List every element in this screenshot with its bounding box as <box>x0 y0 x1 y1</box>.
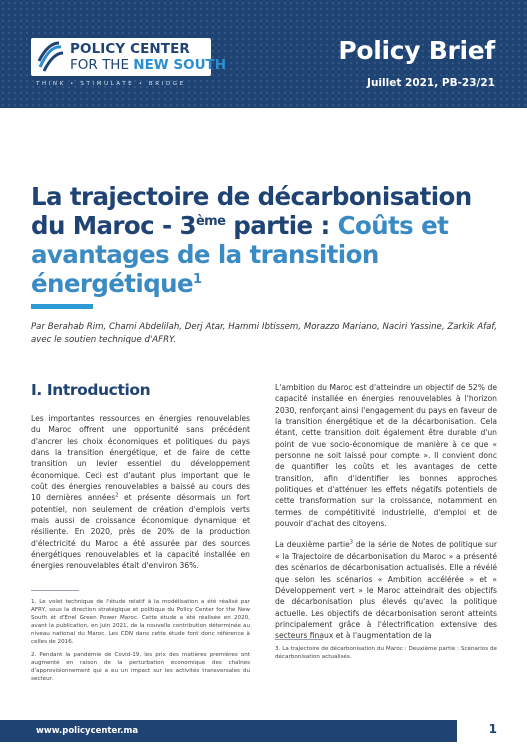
footnotes-right <box>275 645 497 665</box>
footer-bar <box>0 720 457 742</box>
title-part1: La trajectoire de décarbonisation du Maroc - 3 <box>31 182 472 240</box>
title-part2: partie : <box>225 211 338 240</box>
title-footnote-ref[interactable]: 1 <box>193 271 202 287</box>
footer-website-link[interactable]: www.policycenter.ma <box>36 726 139 736</box>
page-header <box>0 0 527 108</box>
footnotes-left <box>31 598 250 687</box>
intro-paragraph-2: L'ambition du Maroc est d'atteindre un objectif de 52% de capacité installée en énergies renouvelables à l'horizon 2030, renforçant ainsi l'engagement du pays en faveur de la transition énergétique et de la décarbonisation. Cela étant, cette transition doit également être durable d'un point de vue socio-économique de manière à ce que « personne ne soit laissé pour compte ». Il convient donc de quantifier les coûts et les avantages de cette transition, afin d'identifier les bonnes approches politiques et d'atténuer les effets négatifs potentiels de cette transformation sur la croissance, notamment en termes de compétitivité industrielle, d'emploi et de pouvoir d'achat des citoyens. <box>275 383 497 529</box>
logo-mark-icon <box>35 41 65 73</box>
document-title <box>31 182 501 298</box>
policy-center-logo[interactable] <box>31 38 227 76</box>
intro-paragraph-1 <box>31 413 250 572</box>
title-superscript: ème <box>195 213 226 229</box>
intro-p3-text-a: La deuxième partie <box>275 540 350 550</box>
left-text-column <box>31 413 250 572</box>
footnote-ref-2[interactable]: 2 <box>115 492 119 499</box>
intro-p3-text-b: de la série de Notes de politique sur « la Trajectoire de décarbonisation du Maroc » a présenté des scénarios de décarbonisation actualisés. Elle a révélé que selon les scénarios « Ambition accélérée » et « Développement vert » le Maroc atteindrait des objectifs de décarbonisation plus élevés qu'avec la politique actuelle. Les objectifs de décarbonisation seront atteints principalement grâce à l'électrification extensive des secteurs finaux et à l'augmentation de la <box>275 540 498 641</box>
section-heading-introduction: I. Introduction <box>31 381 151 399</box>
page-footer <box>0 720 527 748</box>
intro-p1-text-a: Les importantes ressources en énergies renouvelables du Maroc offrent une opportunité sans précédent d'ancrer les choix économiques et politiques du pays dans la transition énergétique, et de faire de cette transition un levier essentiel du développement économique. Ceci est d'autant plus important que le coût des énergies renouvelables a baissé au cours des 10 dernières années <box>31 414 250 503</box>
footnote-ref-3[interactable]: 3 <box>349 539 353 546</box>
publication-type-title: Policy Brief <box>338 36 495 65</box>
authors-line: Par Berahab Rim, Chami Abdelilah, Derj Atar, Hammi Ibtissem, Morazzo Mariano, Naciri Yassine, Zarkik Afaf, avec le soutien technique d'AFRY. <box>31 322 497 345</box>
logo-tagline: THINK • STIMULATE • BRIDGE <box>36 81 186 87</box>
intro-paragraph-3 <box>275 539 497 641</box>
logo-line2-prefix: FOR THE <box>70 57 134 73</box>
publication-date-reference: Juillet 2021, PB-23/21 <box>367 77 495 89</box>
footnote-2: 2. Pendant la pandémie de Covid-19, les prix des matières premières ont augmenté en raison de la perturbation économique des chaînes d'approvisionnement qui a eu un impact sur les activités transversales du secteur. <box>31 651 250 682</box>
page-number: 1 <box>488 722 497 736</box>
footnote-1: 1. Le volet technique de l'étude relatif à la modélisation a été réalisé par AFRY, sous la direction stratégique et politique du Policy Center for the New South et d'Enel Green Power Maroc. Cette étude a été réalisée en 2020, avant la publication, en juin 2021, de la nouvelle contribution déterminée au niveau national du Maroc. Les CDN dans cette étude font donc référence à celles de 2016. <box>31 599 250 646</box>
logo-name-line2 <box>70 57 226 73</box>
logo-name-line1: POLICY CENTER <box>70 41 190 57</box>
title-subtitle: Coûts et avantages de la transition énergétique <box>31 211 449 298</box>
accent-divider <box>31 304 93 309</box>
logo-line2-bold: NEW SOUTH <box>133 57 227 73</box>
footnote-separator-right <box>275 639 323 640</box>
intro-p1-text-b: et présente désormais un fort potentiel, non seulement de création d'emplois verts mais aussi de croissance économique dynamique et résiliente. En 2020, près de 20% de la production d'électricité du Maroc a été assurée par des sources énergétiques renouvelables et la capacité installée en énergies renouvelables était d'environ 36%. <box>31 493 250 571</box>
footnote-separator-left <box>31 590 79 591</box>
footnote-3: 3. La trajectoire de décarbonisation du Maroc : Deuxième partie : Scénarios de décarbonisation actualisés. <box>275 646 497 661</box>
right-text-column <box>275 382 497 642</box>
